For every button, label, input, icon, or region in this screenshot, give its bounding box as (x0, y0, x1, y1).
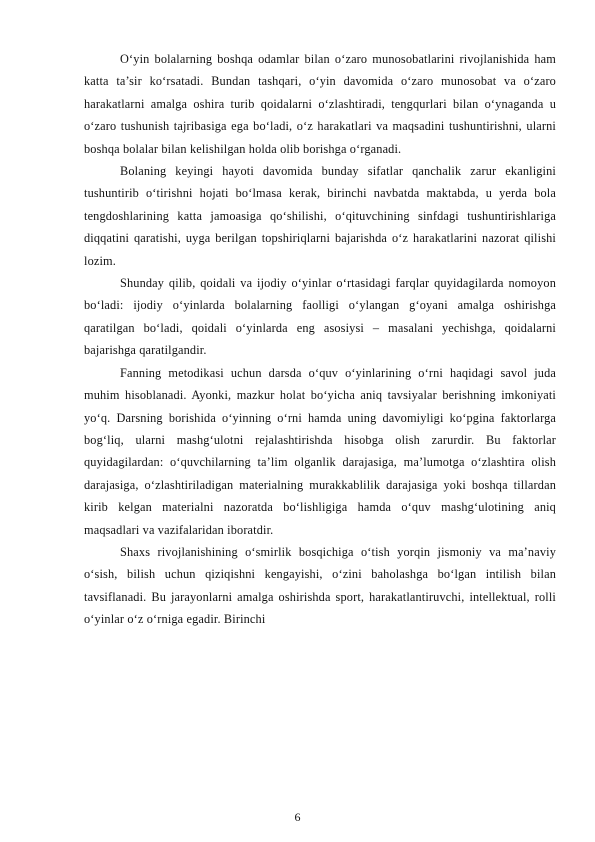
paragraph-2: Bolaning keyingi hayoti davomida bunday sifatlar qanchalik zarur ekanligini tushuntirib o‘tirishni hojati bo‘lmasa kerak, birinchi navbatda maktabda, u yerda bola tengdoshlarining katta jamoasiga qo‘shilishi, o‘qituvchining sinfdagi tushuntirishlariga diqqatini qaratishi, uyga berilgan topshiriqlarni bajarishda o‘z harakatlarini nazorat qilishi lozim. (84, 164, 556, 268)
paragraph-5: Shaxs rivojlanishining o‘smirlik bosqichiga o‘tish yorqin jismoniy va ma’naviy o‘sish, bilish uchun qiziqishni kengayishi, o‘zini baholashga bo‘lgan intilish bilan tavsiflanadi. Bu jarayonlarni amalga oshirishda sport, harakatlantiruvchi, intellektual, rolli o‘yinlar o‘z o‘rniga egadir. Birinchi (84, 544, 556, 627)
paragraph-3: Shunday qilib, qoidali va ijodiy o‘yinlar o‘rtasidagi farqlar quyidagilarda nomoyon bo‘ladi: ijodiy o‘yinlarda bolalarning faolligi o‘ylangan g‘oyani amalga oshirishga qaratilgan bo‘ladi, qoidali o‘yinlarda eng asosiysi – masalani yechishga, qoidalarni bajarishga qaratilgandir. (84, 276, 556, 358)
paragraph-4: Fanning metodikasi uchun darsda o‘quv o‘yinlarining o‘rni haqidagi savol juda muhim hisoblanadi. Ayonki, mazkur holat bo‘yicha aniq tavsiyalar berishning imkoniyati yo‘q. Darsning borishida o‘yinning o‘rni hamda uning davomiyligi ko‘pgina faktorlarga bog‘liq, ularni mashg‘ulotni rejalashtirishda hisobga olish zarurdir. Bu faktorlar quyidagilardan: o‘quvchilarning ta’lim olganlik darajasiga, ma’lumotga o‘zlashtira olish darajasiga, o‘zlashtiriladigan materialning murakkablilik darajasiga yoki boshqa tillardan kirib kelgan materialni nazoratda bo‘lishligiga hamda o‘quv mashg‘ulotining aniq maqsadlari va vazifalaridan iboratdir. (84, 365, 556, 537)
paragraph-1: O‘yin bolalarning boshqa odamlar bilan o‘zaro munosobatlarini rivojlanishida ham katta ta’sir ko‘rsatadi. Bundan tashqari, o‘yin davomida o‘zaro munosobat va o‘zaro harakatlarni amalga oshira turib qoidalarni o‘zlashtiradi, tengqurlari bilan o‘ynaganda u o‘zaro tushunish tajribasiga ega bo‘ladi, o‘z harakatlari va maqsadini tushuntirishni, ularni boshqa bolalar bilan kelishilgan holda olib borishga o‘rganadi. (84, 52, 556, 156)
document-page (84, 48, 556, 631)
page-number: 6 (294, 810, 301, 824)
